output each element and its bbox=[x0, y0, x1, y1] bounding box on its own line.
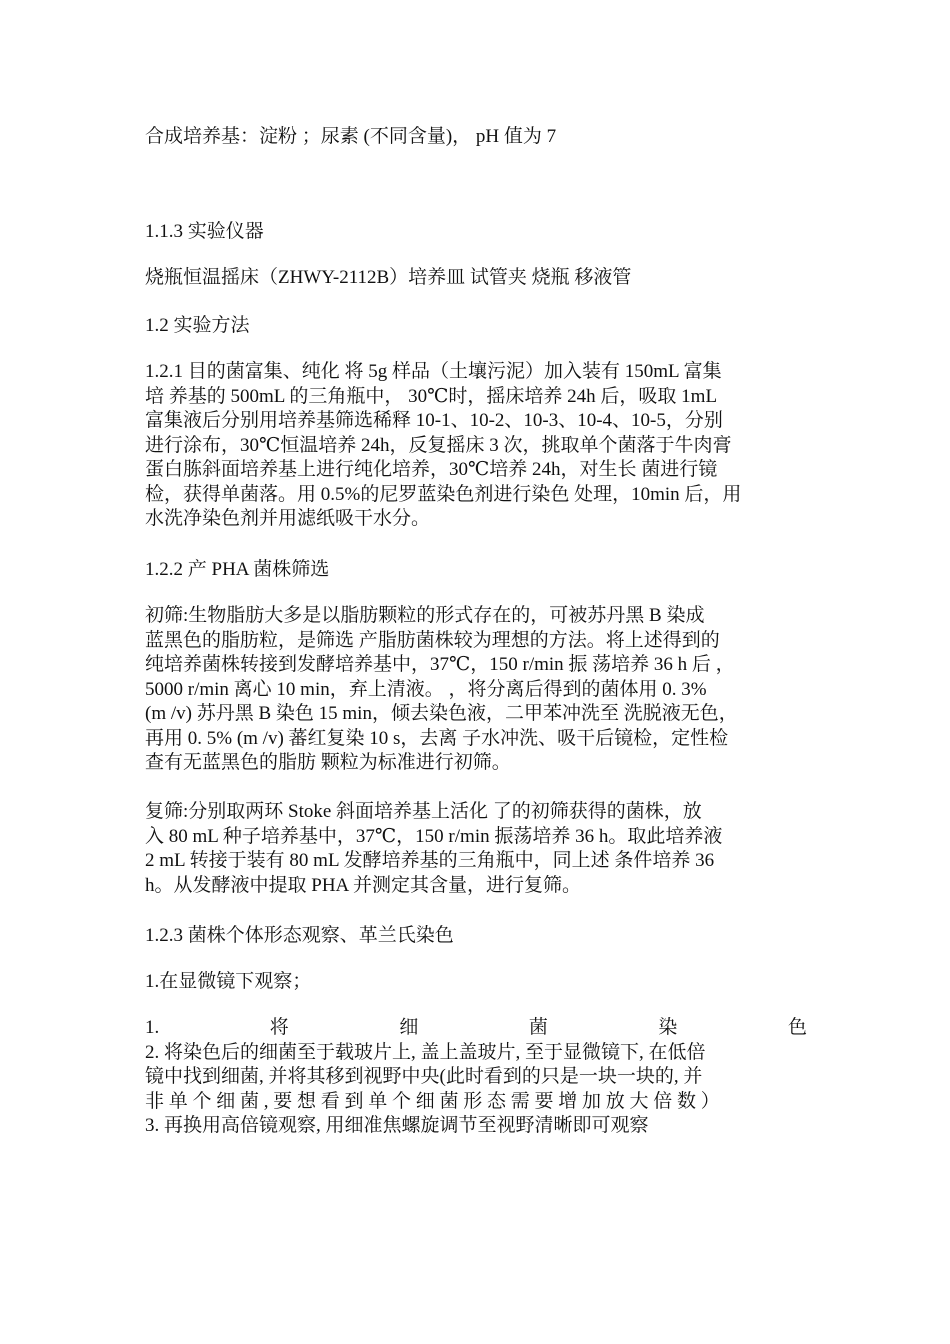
text-line: 蓝黑色的脂肪粒，是筛选 产脂肪菌株较为理想的方法。将上述得到的 bbox=[145, 629, 720, 651]
primary-screening-paragraph bbox=[145, 604, 807, 776]
text-line: 烧瓶恒温摇床（ZHWY-2112B）培养皿 试管夹 烧瓶 移液管 bbox=[145, 267, 632, 288]
heading-text: 1.1.3 实验仪器 bbox=[145, 221, 264, 242]
microscope-paragraph bbox=[145, 970, 807, 995]
section-heading-1-2-3 bbox=[145, 924, 807, 949]
text-line: (m /v) 苏丹黑 B 染色 15 min，倾去染色液，二甲苯冲洗至 洗脱液无色， bbox=[145, 703, 738, 724]
section-heading-1-2 bbox=[145, 314, 807, 339]
text-line: 查有无蓝黑色的脂肪 颗粒为标准进行初筛。 bbox=[145, 752, 511, 773]
text-line: h。从发酵液中提取 PHA 并测定其含量，进行复筛。 bbox=[145, 874, 581, 896]
heading-text: 1.2.2 产 PHA 菌株筛选 bbox=[145, 559, 330, 580]
section-heading-1-2-2 bbox=[145, 558, 807, 583]
secondary-screening-paragraph bbox=[145, 800, 807, 898]
text-line: 5000 r/min 离心 10 min，弃上清液。 ，将分离后得到的菌体用 0. 3% bbox=[145, 678, 707, 700]
text-line: 水洗净染色剂并用滤纸吸干水分。 bbox=[145, 508, 431, 529]
text-line: 镜中找到细菌, 并将其移到视野中央(此时看到的只是一块一块的, 并 bbox=[145, 1066, 703, 1087]
step-1-word: 1. bbox=[145, 1017, 160, 1038]
instruments-paragraph bbox=[145, 266, 807, 291]
text-line: 合成培养基：淀粉 ；尿素 (不同含量)， pH 值为 7 bbox=[145, 126, 557, 147]
text-line: 检，获得单菌落。用 0.5%的尼罗蓝染色剂进行染色 处理，10min 后，用 bbox=[145, 483, 742, 505]
text-line: 2 mL 转接于装有 80 mL 发酵培养基的三角瓶中，同上述 条件培养 36 bbox=[145, 850, 715, 871]
text-line: 入 80 mL 种子培养基中，37℃，150 r/min 振荡培养 36 h。取此培养液 bbox=[145, 825, 723, 847]
text-line: 再用 0. 5% (m /v) 蕃红复染 10 s，去离 子水冲洗、吸干后镜检，定性检 bbox=[145, 727, 729, 749]
text-line: 培 养基的 500mL 的三角瓶中， 30℃时，摇床培养 24h 后，吸取 1mL bbox=[145, 385, 718, 407]
text-line: 2. 将染色后的细菌至于载玻片上, 盖上盖玻片, 至于显微镜下, 在低倍 bbox=[145, 1041, 706, 1063]
text-line: 初筛:生物脂肪大多是以脂肪颗粒的形式存在的，可被苏丹黑 B 染成 bbox=[145, 605, 705, 626]
step-1-word: 色 bbox=[787, 1017, 807, 1038]
text-line: 蛋白胨斜面培养基上进行纯化培养，30℃培养 24h，对生长 菌进行镜 bbox=[145, 459, 718, 480]
heading-text: 1.2 实验方法 bbox=[145, 315, 250, 336]
section-heading-1-1-3 bbox=[145, 220, 807, 245]
text-line: 1.在显微镜下观察； bbox=[145, 971, 312, 992]
text-line: 纯培养菌株转接到发酵培养基中，37℃，150 r/min 振 荡培养 36 h 后 ， bbox=[145, 654, 735, 675]
text-line: 非 单 个 细 菌 , 要 想 看 到 单 个 细 菌 形 态 需 要 增 加 放 大 倍 数 ） bbox=[145, 1090, 720, 1112]
heading-text: 1.2.3 菌株个体形态观察、革兰氏染色 bbox=[145, 925, 454, 946]
text-line: 复筛:分别取两环 Stoke 斜面培养基上活化 了的初筛获得的菌株，放 bbox=[145, 801, 702, 822]
step-1-line bbox=[145, 1016, 807, 1041]
step-1-word: 染 bbox=[658, 1017, 678, 1038]
medium-paragraph bbox=[145, 125, 807, 150]
text-line: 1.2.1 目的菌富集、纯化 将 5g 样品（土壤污泥）加入装有 150mL 富集 bbox=[145, 361, 722, 382]
step-1-word: 将 bbox=[269, 1017, 289, 1038]
text-line: 进行涂布，30℃恒温培养 24h，反复摇床 3 次，挑取单个菌落于牛肉膏 bbox=[145, 434, 732, 456]
step-1-word: 细 bbox=[399, 1017, 419, 1038]
text-line: 富集液后分别用培养基筛选稀释 10-1、10-2、10-3、10-4、10-5，分别 bbox=[145, 410, 723, 431]
step-1-word: 菌 bbox=[528, 1017, 548, 1038]
enrichment-paragraph bbox=[145, 360, 807, 532]
staining-steps-paragraph bbox=[145, 1016, 807, 1139]
text-line: 3. 再换用高倍镜观察, 用细准焦螺旋调节至视野清晰即可观察 bbox=[145, 1115, 649, 1136]
